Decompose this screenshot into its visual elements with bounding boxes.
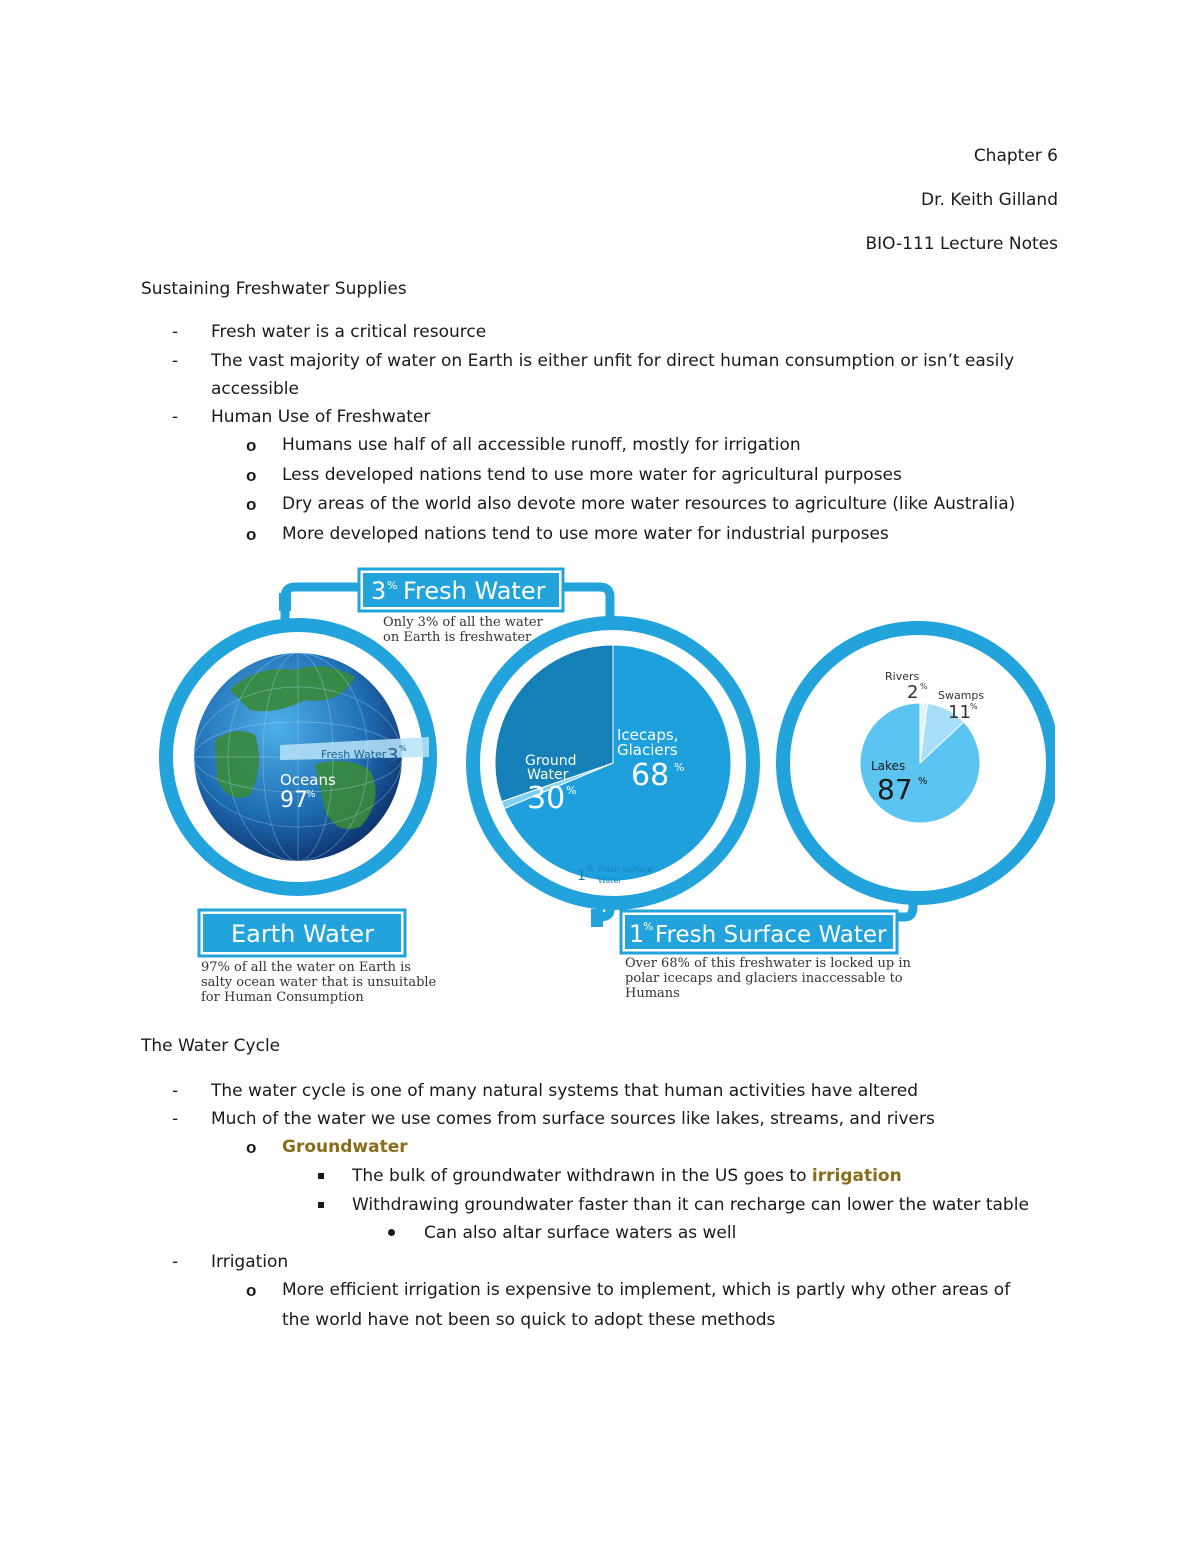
rivers-pct: 2	[907, 682, 919, 703]
surface-small-label: Water	[598, 876, 622, 885]
surface-water-caption: Humans	[625, 986, 680, 1001]
swamps-pct: 11	[948, 702, 971, 723]
earth-water-title: Earth Water	[231, 920, 374, 948]
sub-bullet-marker: o	[246, 525, 257, 544]
round-bullet-icon	[388, 1229, 395, 1236]
rivers-label: Rivers	[885, 670, 920, 683]
dash-marker: -	[172, 1252, 179, 1272]
icecaps-pct: 68	[631, 758, 670, 793]
fresh-water-title-pct: 3	[371, 577, 387, 605]
surface-water-caption: polar icecaps and glaciers inaccessable to	[625, 971, 903, 986]
percent-sign: %	[918, 776, 928, 787]
irrigation-point: More efficient irrigation is expensive to implement, which is partly why other areas of	[282, 1280, 1011, 1300]
fresh-water-caption: on Earth is freshwater	[383, 630, 532, 645]
surface-small-pct: 1	[577, 868, 586, 884]
lakes-pct: 87	[877, 773, 913, 806]
sub-bullet-text: Dry areas of the world also devote more water resources to agriculture (like Australia)	[282, 494, 1016, 514]
percent-sign: %	[586, 864, 594, 873]
course-heading: BIO-111 Lecture Notes	[865, 234, 1058, 254]
surface-small-label: Fresh Surface	[598, 865, 653, 874]
groundwater-point	[352, 1166, 902, 1186]
sub-bullet-text: Less developed nations tend to use more water for agricultural purposes	[282, 465, 902, 485]
bullet-text: Human Use of Freshwater	[211, 407, 431, 427]
globe-oceans-pct: 97	[280, 788, 308, 813]
square-bullet-icon	[318, 1173, 324, 1179]
bullet-text: The water cycle is one of many natural systems that human activities have altered	[211, 1081, 919, 1101]
ground-water-label: Ground	[525, 753, 577, 769]
swamps-label: Swamps	[938, 689, 985, 702]
groundwater-point: Withdrawing groundwater faster than it can recharge can lower the water table	[352, 1195, 1029, 1215]
percent-sign: %	[920, 682, 928, 691]
lakes-label: Lakes	[871, 759, 906, 773]
percent-sign: %	[387, 579, 398, 592]
bullet-text-continued: accessible	[211, 379, 299, 399]
chapter-heading: Chapter 6	[973, 146, 1058, 166]
groundwater-point-text: The bulk of groundwater withdrawn in the US goes to	[352, 1166, 812, 1186]
sub-bullet-text: Humans use half of all accessible runoff, mostly for irrigation	[282, 435, 801, 455]
percent-sign: %	[566, 784, 577, 797]
surface-water-title-pct: 1	[629, 920, 645, 948]
groundwater-heading: Groundwater	[282, 1137, 408, 1157]
sub-bullet-marker: o	[246, 1281, 257, 1300]
earth-water-caption: 97% of all the water on Earth is	[201, 960, 411, 975]
percent-sign: %	[643, 920, 654, 933]
globe-fresh-pct: 3	[387, 745, 399, 766]
ground-water-pct: 30	[527, 781, 566, 816]
author-heading: Dr. Keith Gilland	[921, 190, 1058, 210]
icecaps-label: Icecaps,	[617, 726, 679, 744]
bullet-text: Irrigation	[211, 1252, 289, 1272]
fresh-water-title: Fresh Water	[403, 577, 546, 605]
percent-sign: %	[399, 744, 407, 753]
water-distribution-infographic	[155, 565, 1055, 1015]
surface-water-title: Fresh Surface Water	[655, 922, 887, 948]
section-title: Sustaining Freshwater Supplies	[141, 279, 407, 299]
ground-water-label: Water	[527, 767, 569, 783]
earth-water-caption: for Human Consumption	[201, 990, 364, 1005]
dash-marker: -	[172, 351, 179, 371]
dash-marker: -	[172, 407, 179, 427]
dash-marker: -	[172, 1081, 179, 1101]
irrigation-highlight: irrigation	[811, 1166, 902, 1186]
percent-sign: %	[674, 761, 685, 774]
sub-bullet-marker: o	[246, 466, 257, 485]
percent-sign: %	[306, 789, 316, 800]
fresh-water-caption: Only 3% of all the water	[383, 615, 543, 630]
section-title: The Water Cycle	[141, 1036, 281, 1056]
globe-fresh-label: Fresh Water	[321, 748, 387, 761]
bullet-text: Fresh water is a critical resource	[211, 322, 487, 342]
sub-bullet-text: More developed nations tend to use more water for industrial purposes	[282, 524, 889, 544]
earth-water-caption: salty ocean water that is unsuitable	[201, 975, 437, 990]
dash-marker: -	[172, 1109, 179, 1129]
sub-bullet-marker: o	[246, 495, 257, 514]
square-bullet-icon	[318, 1202, 324, 1208]
percent-sign: %	[970, 702, 978, 711]
dash-marker: -	[172, 322, 179, 342]
globe-oceans-label: Oceans	[280, 771, 336, 789]
surface-water-caption: Over 68% of this freshwater is locked up in	[625, 956, 911, 971]
bullet-text: The vast majority of water on Earth is either unfit for direct human consumption or isn’t easily	[211, 351, 1015, 371]
sub-sub-bullet-text: Can also altar surface waters as well	[424, 1223, 737, 1243]
icecaps-label: Glaciers	[617, 741, 678, 759]
sub-bullet-marker: o	[246, 1138, 257, 1157]
sub-bullet-marker: o	[246, 436, 257, 455]
bullet-text: Much of the water we use comes from surface sources like lakes, streams, and rivers	[211, 1109, 935, 1129]
irrigation-point-continued: the world have not been so quick to adopt these methods	[282, 1310, 776, 1330]
